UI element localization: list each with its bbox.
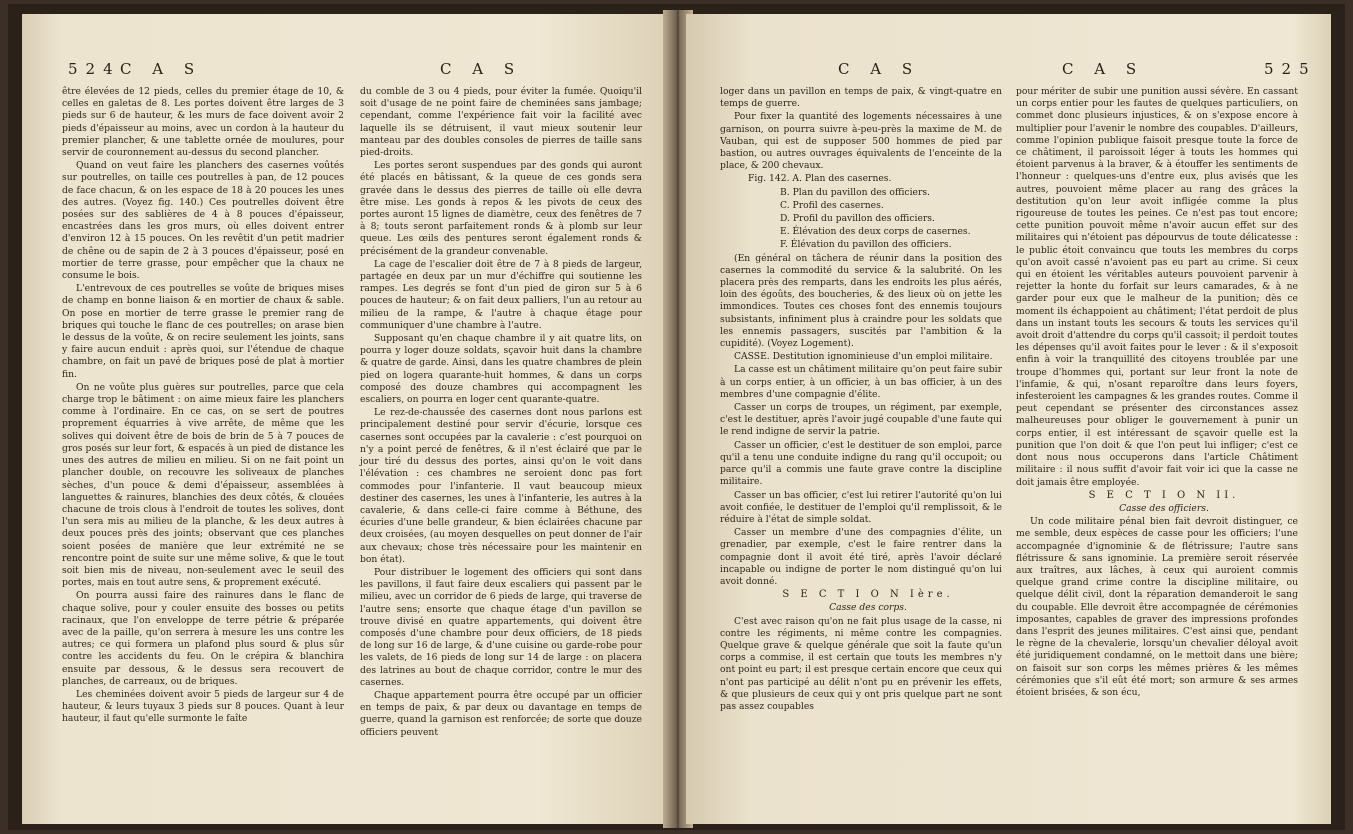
- paragraph: pour mériter de subir une punition aussi sévère. En cassant un corps entier pour les fautes de quelques particuliers, on commet donc plusieurs injustices, & on s'expose encore à multiplier pour l'avenir le nombre des coupables. D'ailleurs, comme l'opinion publique faisoit presque toute la force de ce châtiment, il paroissoit léger à touts les hommes qui étoient parvenus à la braver, & à étouffer les sentiments de l'honneur : quelques-uns d'entre eux, plus avisés que les autres, pouvoient même placer au rang des grâces la destitution qu'on leur avoit infligée comme la plus rigoureuse de toutes les peines. Ce n'est pas tout encore; cette punition pouvoit même n'avoir aucun effet sur des militaires qui n'étoient pas dépourvus de toute délicatesse : le public étoit convaincu que touts les membres du corps qu'on avoit cassé n'avoient pas eu part au crime. Si ceux qui en étoient les véritables auteurs pouvoient parvenir à rejetter la honte du forfait sur leurs camarades, & à ne garder pour eux que le malheur de la punition; dès ce moment ils échappoient au châtiment; l'état perdoit de plus dans un instant touts les secours & touts les services qu'il avoit droit d'attendre du corps qu'il cassoit; il perdoit toutes les dépenses qu'il avoit faites pour le lever : & il s'exposoit enfin à voir la tranquillité des citoyens troublée par une troupe d'hommes qui, portant sur leur front la note de l'infamie, & qui, n'osant reparoître dans leurs foyers, infesteroient les campagnes & les grandes routes. Comme il peut cependant se présenter des circonstances assez malheureuses pour obliger le gouvernement à punir un corps entier, il est intéressant de sçavoir quelle est la punition que l'on doit & que l'on peut lui infliger; c'est ce dont nous nous occuperons dans l'article Châtiment militaire : il nous suffit d'avoir fait voir ici que la casse ne doit jamais être employée.: [1016, 86, 1298, 488]
- figure-legend-item: C. Profil des casernes.: [780, 199, 884, 211]
- paragraph: Pour distribuer le logement des officiers qui sont dans les pavillons, il faut faire deux escaliers qui passent par le milieu, avec un corridor de 6 pieds de large, qui traverse de l'autre sens; ensorte que chaque étage d'un pavillon se trouve divisé en quatre appartements, qui doivent être composés d'une chambre pour deux officiers, de 18 pieds de long sur 16 de large, & d'une cuisine ou garde-robe pour les valets, de 16 pieds de long sur 14 de large : on placera des latrines au bout de chaque corridor, contre le mur des casernes.: [360, 566, 642, 688]
- open-book: [8, 4, 1345, 830]
- figure-legend-item: D. Profil du pavillon des officiers.: [780, 213, 935, 225]
- paragraph: Les portes seront suspendues par des gonds qui auront été placés en bâtissant, & la queue de ces gonds sera gravée dans le dessus des pierres de taille où elle devra être mise. Les gonds à repos & les pivots de ceux des portes auront 15 lignes de diamètre, ceux des fenêtres de 7 à 8; touts seront parfaitement ronds & à plomb sur leur queue. Les œils des pentures seront également ronds & précisément de la grandeur convenable.: [360, 160, 642, 257]
- right-column-1: [720, 86, 1002, 714]
- section-subtitle: Casse des officiers.: [1119, 502, 1209, 514]
- section-subtitle: Casse des corps.: [829, 602, 907, 614]
- paragraph: Casser un bas officier, c'est lui retirer l'autorité qu'on lui avoit confiée, le destituer de l'emploi qu'il remplissoit, & le réduire à l'état de simple soldat.: [720, 489, 1002, 525]
- figure-legend-item: B. Plan du pavillon des officiers.: [780, 186, 930, 198]
- paragraph: loger dans un pavillon en temps de paix, & vingt-quatre en temps de guerre.: [720, 86, 1002, 110]
- paragraph: L'entrevoux de ces poutrelles se voûte de briques mises de champ en bonne liaison & en mortier de chaux & sable. On pose en mortier de terre grasse le premier rang de briques qui touche le flanc de ces poutrelles; on arase bien le dessus de la voûte, & on recire seulement les joints, sans y faire aucun enduit : après quoi, sur l'étendue de chaque chambre, on fait un pavé de briques posé de plat à mortier fin.: [62, 283, 344, 380]
- section-title: S E C T I O N II.: [1088, 489, 1240, 501]
- paragraph: Le rez-de-chaussée des casernes dont nous parlons est principalement destiné pour servir d'écurie, lorsque ces casernes sont occupées par la cavalerie : c'est pourquoi on n'y a point percé de fenêtres, & il n'est éclairé que par le jour tiré du dessus des portes, ainsi qu'on le voit dans l'élévation : ces chambres ne seroient donc pas fort commodes pour l'infanterie. Il vaut beaucoup mieux destiner des casernes, les unes à l'infanterie, les autres à la cavalerie, & dans celle-ci faire comme à Béthune, des écuries d'une belle grandeur, & bien éclairées chacune par deux croisées, (au moyen desquelles on peut donner de l'air aux chevaux; chose très nécessaire pour les maintenir en bon état).: [360, 407, 642, 565]
- page-number-right: 525: [1264, 60, 1317, 78]
- paragraph: La casse est un châtiment militaire qu'on peut faire subir à un corps entier, à un officier, à un bas officier, à un des membres d'une compagnie d'élite.: [720, 364, 1002, 400]
- paragraph: Casser un membre d'une des compagnies d'élite, un grenadier, par exemple, c'est le faire rentrer dans la compagnie dont il avoit été tiré, après l'avoir déclaré incapable ou indigne de porter le nom distingué qu'on lui avoit donné.: [720, 527, 1002, 587]
- paragraph: Supposant qu'en chaque chambre il y ait quatre lits, on pourra y loger douze soldats, sçavoir huit dans la chambre & quatre de garde. Ainsi, dans les quatre chambres de plein pied on logera quarante-huit hommes, & dans un corps composé des douze chambres qui accompagnent les escaliers, on pourra en loger cent quarante-quatre.: [360, 333, 642, 406]
- paragraph: Quand on veut faire les planchers des casernes voûtés sur poutrelles, on taille ces poutrelles à pan, de 12 pouces de face chacun, & on les espace de 18 à 20 pouces les unes des autres. (Voyez fig. 140.) Ces poutrelles doivent être posées sur des sablières de 4 à 8 pouces d'épaisseur, encastrées dans les gros murs, où elles doivent entrer d'environ 12 à 15 pouces. On les revêtit d'un petit madrier de chêne ou de sapin de 2 à 3 pouces d'épaisseur, posé en mortier de terre grasse, pour empêcher que la chaux ne consume le bois.: [62, 160, 344, 282]
- running-head-left-2: C A S: [440, 60, 523, 78]
- paragraph: Les cheminées doivent avoir 5 pieds de largeur sur 4 de hauteur, & leurs tuyaux 3 pieds sur 8 pouces. Quant à leur hauteur, il faut qu'elle surmonte le faîte: [62, 688, 344, 725]
- running-head-right-1: C A S: [838, 60, 921, 78]
- paragraph: Un code militaire pénal bien fait devroit distinguer, ce me semble, deux espèces de casse pour les officiers; l'une accompagnée d'ignominie & de flétrissure; l'autre sans flétrissure & sans ignominie. La première seroit réservée aux traîtres, aux lâches, à ceux qui auroient commis quelque grand crime contre la discipline militaire, ou quelque délit civil, dont la réparation demanderoit le sang du coupable. Elle devroit être accompagnée de cérémonies imposantes, capables de graver des impressions profondes dans l'esprit des jeunes militaires. C'est ainsi que, pendant le règne de la chevalerie, lorsqu'un chevalier déloyal avoit été juridiquement condamné, on le mettoit dans une bière; on faisoit sur son corps les mêmes prières & les mêmes cérémonies que s'il eût été mort; son armure & ses armes étoient brisées, & son écu,: [1016, 516, 1298, 698]
- figure-legend-item: F. Élévation du pavillon des officiers.: [780, 239, 952, 251]
- section-title: S E C T I O N Ière.: [782, 589, 954, 601]
- paragraph: être élevées de 12 pieds, celles du premier étage de 10, & celles en galetas de 8. Les portes doivent être larges de 3 pieds sur 6 de hauteur, & les murs de face doivent avoir 2 pieds d'épaisseur au moins, avec un cordon à la hauteur du premier plancher, & une tablette ornée de moulures, pour servir de couronnement au-dessus du second plancher.: [62, 86, 344, 159]
- paragraph: CASSE. Destitution ignominieuse d'un emploi militaire.: [734, 351, 993, 363]
- left-column-2: [360, 86, 642, 740]
- paragraph: (En général on tâchera de réunir dans la position des casernes la commodité du service & la salubrité. On les placera près des remparts, dans les endroits les plus aérés, loin des égoûts, des boucheries, & des lieux où on jette les immondices. Toutes ces choses font des ennemis toujours subsistants, infiniment plus à craindre pour les soldats que les ennemis passagers, suscités par l'ambition & la cupidité). (Voyez Logement).: [720, 252, 1002, 350]
- paragraph: du comble de 3 ou 4 pieds, pour éviter la fumée. Quoiqu'il soit d'usage de ne point faire de cheminées sans jambage; cependant, comme l'expérience fait voir la facilité avec laquelle ils se détruisent, il vaut mieux soutenir leur manteau par des doubles consoles de pierres de taille sans pied-droits.: [360, 86, 642, 159]
- paragraph: Pour fixer la quantité des logements nécessaires à une garnison, on pourra suivre à-peu-près la maxime de M. de Vauban, qui est de supposer 500 hommes de pied par bastion, ou autres ouvrages équivalents de l'enceinte de la place, & 200 chevaux.: [720, 111, 1002, 172]
- figure-legend-item: E. Élévation des deux corps de casernes.: [780, 226, 971, 238]
- paragraph: On ne voûte plus guères sur poutrelles, parce que cela charge trop le bâtiment : on aime mieux faire les planchers comme à l'ordinaire. En ce cas, on se sert de poutres proprement équarries à vive arrête, de même que les solives qui doivent être de bois de brin de 5 à 7 pouces de gros posés sur leur fort, & espacés à un pied de distance les unes des autres de milieu en milieu. Si on ne fait point un plancher double, on recouvre les soliveaux de planches sèches, d'un pouce & demi d'épaisseur, assemblées à languettes & rainures, blanchies des deux côtés, & clouées chacune de trois clous à l'endroit de toutes les solives, dont l'un sera mis au milieu de la planche, & les deux autres à deux pouces près des joints; observant que ces planches soient posées de manière que leur extrémité ne se rencontre point de suite sur une même solive, & que le tout soit bien mis de niveau, non-seulement avec le seuil des portes, mais en tout autre sens, & proprement exécuté.: [62, 381, 344, 589]
- paragraph: Chaque appartement pourra être occupé par un officier en temps de paix, & par deux ou davantage en temps de guerre, quand la garnison est renforcée; de sorte que douze officiers peuvent: [360, 689, 642, 738]
- paragraph: Casser un corps de troupes, un régiment, par exemple, c'est le destituer, après l'avoir jugé coupable d'une faute qui le rend indigne de servir la patrie.: [720, 402, 1002, 438]
- paragraph: C'est avec raison qu'on ne fait plus usage de la casse, ni contre les régiments, ni même contre les compagnies. Quelque grave & quelque générale que soit la faute qu'un corps a commise, il est certain que touts les membres n'y ont point eu part; il est presque certain encore que ceux qui n'ont pas participé au délit n'ont pu en prévenir les effets, & que plusieurs de ceux qui y ont pris quelque part ne sont pas assez coupables: [720, 615, 1002, 712]
- running-head-left-1: C A S: [120, 60, 203, 78]
- right-page: [686, 14, 1331, 824]
- figure-caption: Fig. 142. A. Plan des casernes.: [748, 173, 892, 185]
- left-page: [22, 14, 667, 824]
- running-head-right-2: C A S: [1062, 60, 1145, 78]
- page-number-left: 524: [68, 60, 121, 78]
- paragraph: On pourra aussi faire des rainures dans le flanc de chaque solive, pour y couler ensuite des bosses ou petits racinaux, que l'on enveloppe de terre pétrie & préparée avec de la paille, qu'on serrera à mesure les uns contre les autres; ce qui formera un plafond plus sourd & plus sûr contre les accidents du feu. On le crépira & blanchira ensuite par dessous, & le dessus sera recouvert de planches, de carreaux, ou de briques.: [62, 590, 344, 687]
- paragraph: Casser un officier, c'est le destituer de son emploi, parce qu'il a tenu une conduite indigne du rang qu'il occupoit; ou parce qu'il a commis une faute grave contre la discipline militaire.: [720, 439, 1002, 488]
- paragraph: La cage de l'escalier doit être de 7 à 8 pieds de largeur, partagée en deux par un mur d'échiffre qui soutienne les rampes. Les degrés se font d'un pied de giron sur 5 à 6 pouces de hauteur; & on fait deux palliers, l'un au retour au milieu de la rampe, & l'autre à chaque étage pour communiquer d'une chambre à l'autre.: [360, 258, 642, 331]
- right-column-2: [1016, 86, 1298, 700]
- left-column-1: [62, 86, 344, 727]
